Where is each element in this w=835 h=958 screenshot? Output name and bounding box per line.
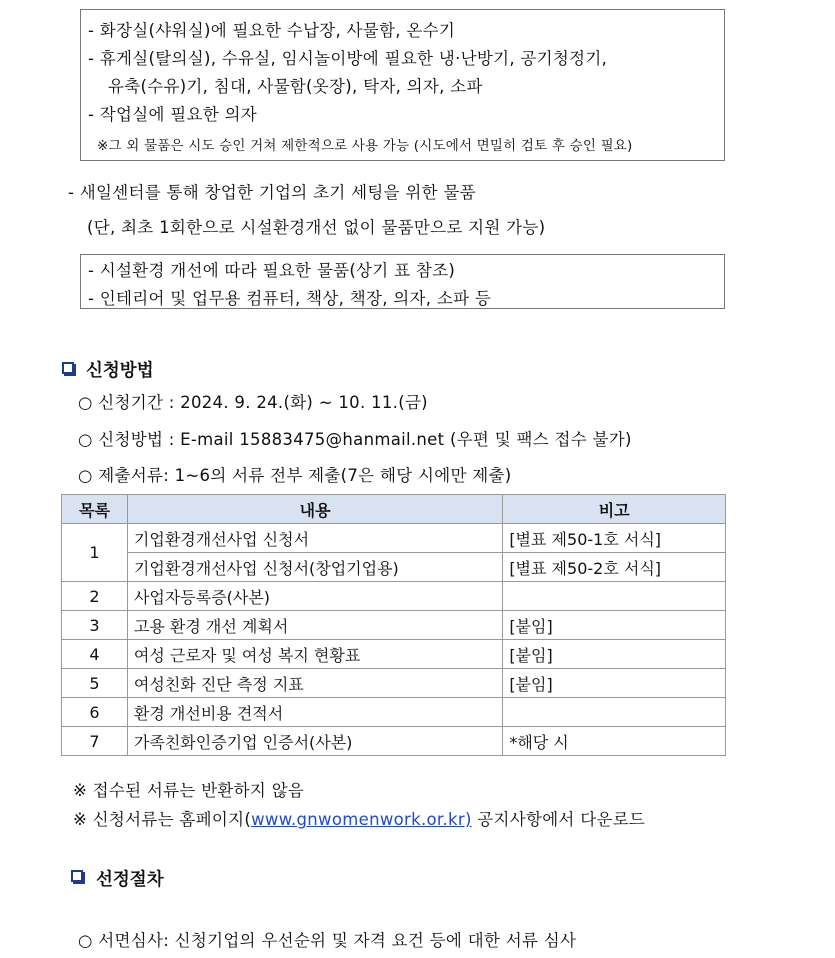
row-content: 고용 환경 개선 계획서: [127, 611, 502, 640]
homepage-link[interactable]: www.gnwomenwork.or.kr): [251, 810, 472, 829]
header-no: 목록: [62, 495, 128, 524]
section-title-apply: 신청방법: [86, 361, 154, 381]
row-content: 가족친화인증기업 인증서(사본): [127, 727, 502, 756]
note-not-returned: ※ 접수된 서류는 반환하지 않음: [73, 781, 305, 800]
row-no: 4: [62, 640, 128, 669]
row-no: 5: [62, 669, 128, 698]
select-review: ○ 서면심사: 신청기업의 우선순위 및 자격 요건 등에 대한 서류 심사: [78, 931, 577, 950]
row-no: 7: [62, 727, 128, 756]
table-row: [62, 669, 726, 698]
startup-item-line: - 새일센터를 통해 창업한 기업의 초기 세팅을 위한 물품: [68, 183, 476, 202]
row-no: 6: [62, 698, 128, 727]
row-remark: [별표 제50-1호 서식]: [503, 524, 726, 553]
row-remark: [503, 698, 726, 727]
table-row: [62, 698, 726, 727]
row-content: 기업환경개선사업 신청서: [127, 524, 502, 553]
row-no: 3: [62, 611, 128, 640]
section-title-select: 선정절차: [96, 870, 164, 890]
apply-method: ○ 신청방법 : E-mail 15883475@hanmail.net (우편 및 팩스 접수 불가): [78, 430, 632, 449]
section-checkbox-icon: [62, 362, 74, 374]
row-remark: [붙임]: [503, 640, 726, 669]
row-remark: [붙임]: [503, 669, 726, 698]
apply-documents: ○ 제출서류: 1~6의 서류 전부 제출(7은 해당 시에만 제출): [78, 466, 512, 485]
row-content: 사업자등록증(사본): [127, 582, 502, 611]
documents-table: [61, 494, 726, 756]
apply-period: ○ 신청기간 : 2024. 9. 24.(화) ~ 10. 11.(금): [78, 393, 428, 412]
facility-item-line-1: - 화장실(샤워실)에 필요한 수납장, 사물함, 온수기: [88, 21, 456, 40]
facility-approval-note: ※그 외 물품은 시도 승인 거쳐 제한적으로 사용 가능 (시도에서 면밀히 검토 후 승인 필요): [97, 138, 633, 154]
table-row: [62, 727, 726, 756]
row-remark: [별표 제50-2호 서식]: [503, 553, 726, 582]
row-content: 환경 개선비용 견적서: [127, 698, 502, 727]
table-row: [62, 640, 726, 669]
facility-item-line-4: - 작업실에 필요한 의자: [88, 105, 258, 124]
note-download-prefix: ※ 신청서류는 홈페이지(: [73, 810, 252, 829]
facility-item-line-2: - 휴게실(탈의실), 수유실, 임시놀이방에 필요한 냉·난방기, 공기청정기,: [88, 49, 608, 68]
row-remark: [503, 582, 726, 611]
startup-box-line-1: - 시설환경 개선에 따라 필요한 물품(상기 표 참조): [88, 261, 456, 280]
note-download-suffix: 공지사항에서 다운로드: [471, 810, 646, 829]
section-checkbox-icon: [71, 870, 83, 882]
startup-items-box: [80, 254, 725, 309]
row-remark: [붙임]: [503, 611, 726, 640]
row-content: 여성 근로자 및 여성 복지 현황표: [127, 640, 502, 669]
startup-item-condition: (단, 최초 1회한으로 시설환경개선 없이 물품만으로 지원 가능): [87, 218, 546, 237]
table-header-row: [62, 495, 726, 524]
row-content: 기업환경개선사업 신청서(창업기업용): [127, 553, 502, 582]
table-row: [62, 611, 726, 640]
note-download: [73, 806, 645, 830]
facility-items-box: [80, 9, 725, 161]
row-remark: *해당 시: [503, 727, 726, 756]
startup-box-line-2: - 인테리어 및 업무용 컴퓨터, 책상, 책장, 의자, 소파 등: [88, 289, 492, 308]
row-content: 여성친화 진단 측정 지표: [127, 669, 502, 698]
table-row: [62, 582, 726, 611]
header-content: 내용: [127, 495, 502, 524]
row-no: 2: [62, 582, 128, 611]
table-row: [62, 553, 726, 582]
table-row: [62, 524, 726, 553]
row-no: 1: [62, 524, 128, 582]
facility-item-line-3: 유축(수유)기, 침대, 사물함(옷장), 탁자, 의자, 소파: [108, 77, 483, 96]
header-remark: 비고: [503, 495, 726, 524]
